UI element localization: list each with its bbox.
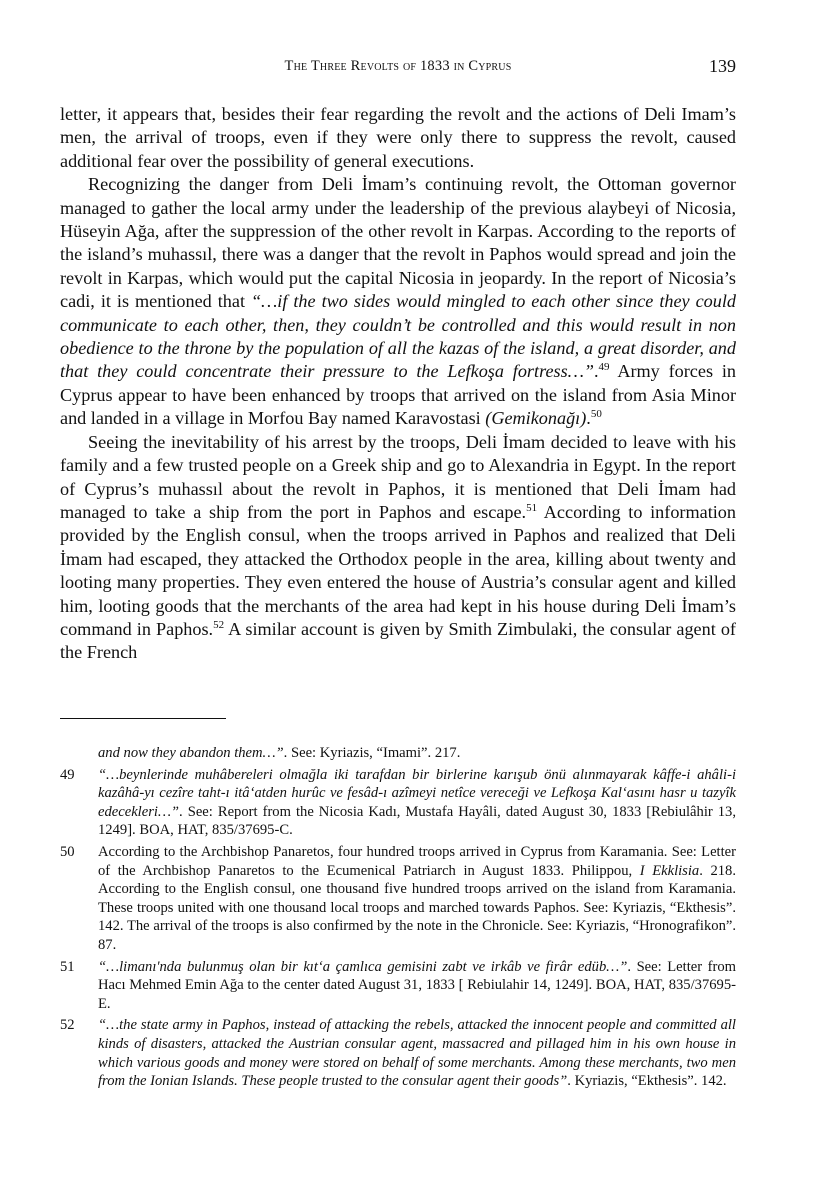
- running-title-text: The Three Revolts of 1833 in Cyprus: [284, 58, 512, 74]
- footnote-number: 51: [60, 958, 75, 975]
- footnote-text: [98, 766, 736, 840]
- paragraph-2-quote: “…if the two sides would mingled to each other since they could communicate to each other, then, they couldn’t be controlled and this would result in non obedience to the throne by the population of all the kazas of the island, a great disorder, and that they could concentrate their pressure to the Lefkoşa fortress…”: [60, 291, 736, 382]
- paragraph-3-text-c: A similar account is given by Smith Zimbulaki, the consular agent of the French: [60, 618, 736, 663]
- footnote-citation: . See: Letter from Hacı Mehmed Emin Ağa to the center dated August 31, 1833 [ Rebiulahir 14, 1249]. BOA, HAT, 835/37695-E.: [98, 958, 736, 1012]
- footnote-quote: “…the state army in Paphos, instead of attacking the rebels, attacked the innocent people and committed all kinds of disasters, attacked the Austrian consular agent, massacred and pillaged him in his own house in which various goods and money were stored on behalf of some merchants. Among these merchants, two men from the Ionian Islands. These people trusted to the consular agent their goods”: [98, 1017, 736, 1090]
- paragraph-1: letter, it appears that, besides their fear regarding the revolt and the actions of Deli Imam’s men, the arrival of troops, even if they were only there to suppress the revolt, caused additional fear over the possibility of general executions.: [60, 104, 736, 171]
- footnote-quote: “…beynlerinde muhâbereleri olmağla iki tarafdan bir birlerine karışub önü alınmayarak kâffe-i ahâli-i kazâhâ-yı cezîre taht-ı itâ‘atden hurûc ve fesâd-ı azîmeyi netîce vereceği ve Lefkoşa Kal‘asını hasr u tazyîk edecekleri…”: [98, 766, 736, 820]
- running-head: [60, 58, 736, 82]
- paragraph-2-text-c: Army forces in Cyprus appear to have been enhanced by troops that arrived on the island from Asia Minor and landed in a village in Morfou Bay named Karavostasi: [60, 361, 736, 429]
- footnote-text-b: . 218. According to the English consul, one thousand five hundred troops arrived on the island from Karamania. These troops united with one thousand local troops and marched towards Paphos. See: Kyriazis, “Ekthesis”. 142. The arrival of the troops is also confirmed by the note in the Chronicle. See: Kyriazis, “Hronografikon”. 87.: [98, 862, 736, 953]
- paragraph-3-text-b: According to information provided by the English consul, when the troops arrived in Paphos and realized that Deli İmam had escaped, they attacked the Orthodox people in the area, killing about twenty and looting many properties. They even entered the house of Austria’s consular agent and killed him, looting goods that the merchants of the area had kept in his house during Deli İmam’s command in Paphos.: [60, 501, 736, 639]
- body-text: [60, 103, 736, 665]
- footnote-citation: . See: Report from the Nicosia Kadı, Mustafa Hayâli, dated August 30, 1833 [Rebiulâhir 13, 1249]. BOA, HAT, 835/37695-C.: [98, 803, 736, 839]
- footnote-citation: . Kyriazis, “Ekthesis”. 142.: [567, 1073, 727, 1090]
- page-number: 139: [709, 56, 736, 76]
- footnote-text: [98, 1016, 736, 1090]
- footnote-quote: “…limanı'nda bulunmuş olan bir kıt‘a çamlıca gemisini zabt ve irkâb ve firâr edüb…”: [98, 958, 628, 975]
- paragraph-2-text-a: Recognizing the danger from Deli İmam’s continuing revolt, the Ottoman governor managed to gather the local army under the leadership of the previous alaybeyi of Nicosia, Hüseyin Ağa, after the suppression of the other revolt in Karpas. According to the reports of the island’s muhassıl, there was a danger that the revolt in Paphos would spread and join the revolt in Karpas, which would put the capital Nicosia in jeopardy. In the report of Nicosia’s cadi, it is mentioned that: [60, 174, 736, 312]
- footnote-number: 49: [60, 766, 75, 783]
- footnote-number: 50: [60, 843, 75, 860]
- paragraph-2-text-b: .: [593, 361, 599, 382]
- paragraph-2: [60, 173, 736, 430]
- footnote-divider: [60, 718, 226, 719]
- footnote-text-a: According to the Archbishop Panaretos, four hundred troops arrived in Cyprus from Karamania. See: Letter of the Archbishop Panaretos to the Ecumenical Patriarch in August 1833. Philippou,: [98, 843, 736, 879]
- paragraph-2-text-d: .: [586, 408, 591, 429]
- paragraph-3-text-a: Seeing the inevitability of his arrest by the troops, Deli İmam decided to leave with his family and a few trusted people on a Greek ship and go to Alexandria in Egypt. In the report of Cyprus’s muhassıl about the revolt in Paphos, it is mentioned that Deli İmam had managed to take a ship from the port in Paphos and escape.: [60, 431, 736, 522]
- footnote-text: [98, 843, 736, 955]
- footnote-ref-51[interactable]: 51: [526, 501, 538, 514]
- paragraph-3: [60, 431, 736, 665]
- footnote-text: [98, 958, 736, 1014]
- footnote-ref-50[interactable]: 50: [590, 408, 602, 421]
- footnote-ref-52[interactable]: 52: [213, 618, 225, 631]
- footnote-continuation: [98, 744, 736, 763]
- footnote-49: [60, 766, 736, 840]
- footnote-50: [60, 843, 736, 955]
- footnote-continuation-citation: . See: Kyriazis, “Imami”. 217.: [283, 745, 461, 761]
- footnote-continuation-quote: and now they abandon them…”: [98, 745, 284, 761]
- footnote-ref-49[interactable]: 49: [598, 361, 610, 374]
- footnotes: [60, 744, 736, 1094]
- footnote-number: 52: [60, 1017, 75, 1034]
- footnote-book-title: I Ekklisia: [639, 862, 700, 879]
- footnote-52: [60, 1016, 736, 1090]
- footnote-51: [60, 958, 736, 1014]
- running-title: [60, 58, 736, 75]
- paragraph-2-place-name: (Gemikonağı): [485, 408, 587, 429]
